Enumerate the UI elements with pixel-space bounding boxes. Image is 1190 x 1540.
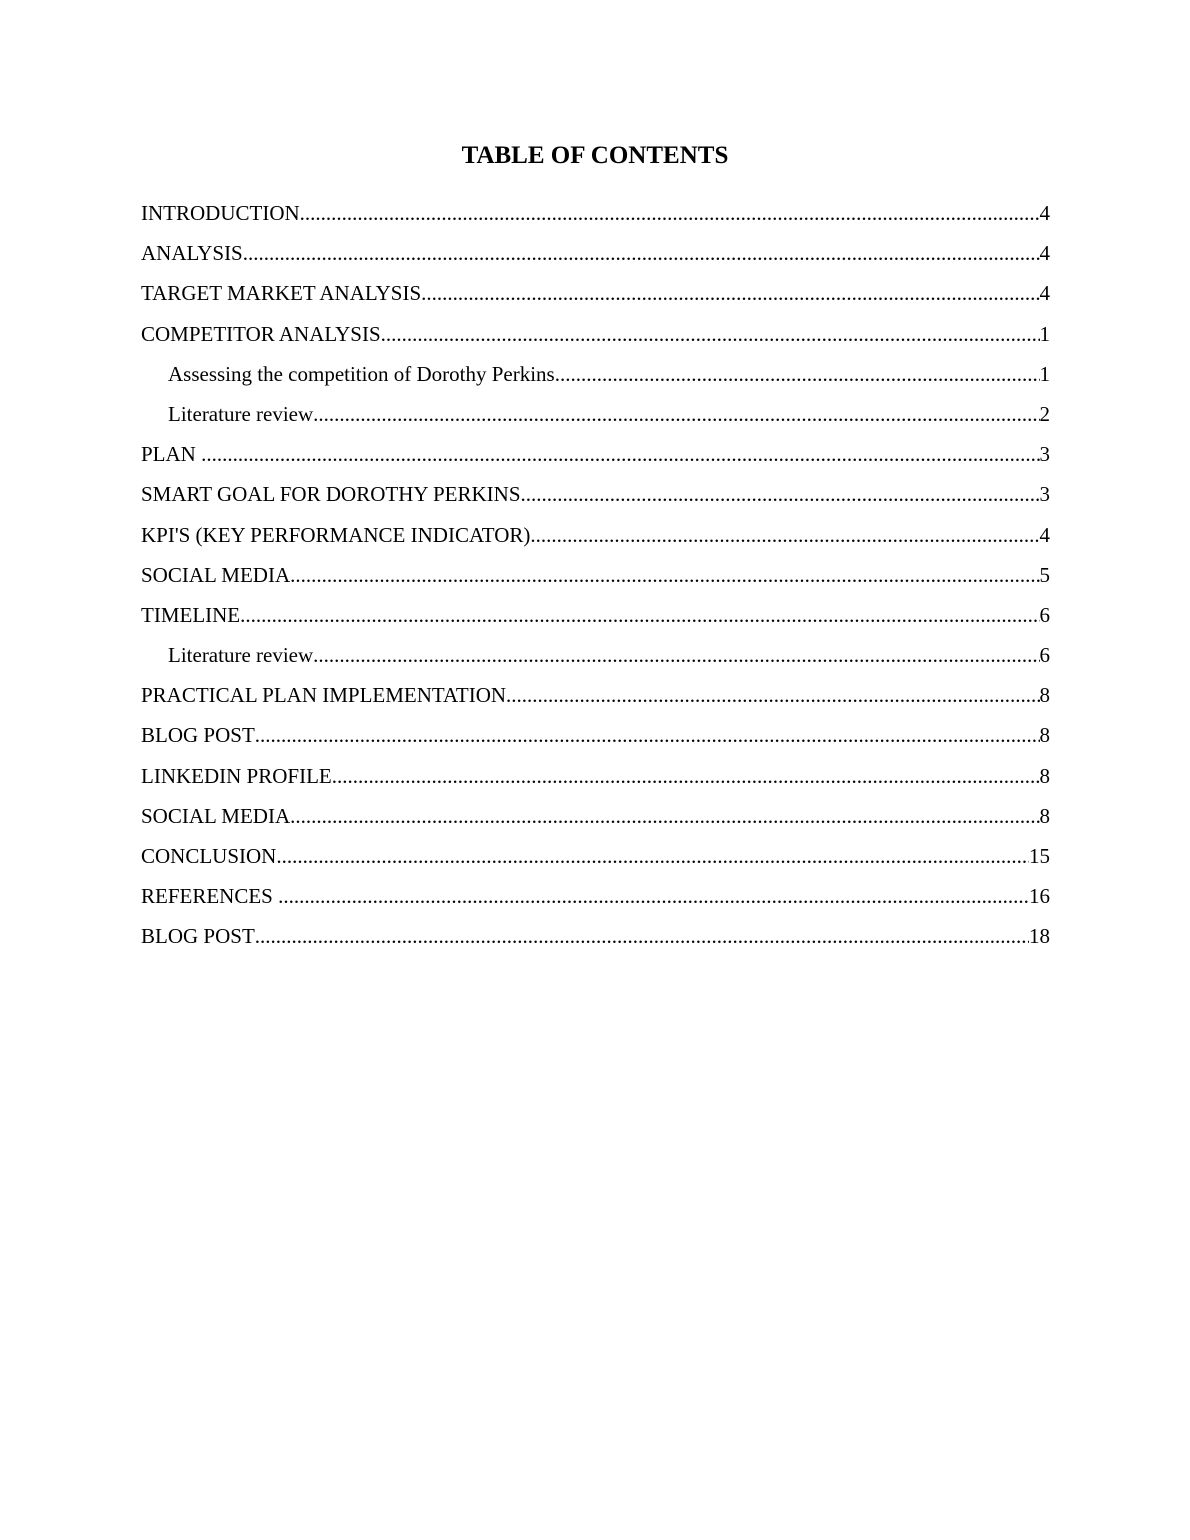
toc-dot-leader (290, 560, 1039, 590)
toc-entry-page: 1 (1039, 361, 1050, 386)
toc-entry-references[interactable] (141, 881, 1050, 921)
toc-entry-page: 4 (1039, 201, 1050, 225)
toc-entry-page: 4 (1039, 241, 1050, 266)
toc-entry-page: 4 (1039, 281, 1050, 306)
toc-entry-label: COMPETITOR ANALYSIS (141, 321, 381, 346)
toc-dot-leader (313, 399, 1039, 429)
toc-entry-social-media-2[interactable] (141, 801, 1050, 841)
toc-entry-literature-review[interactable] (141, 399, 1050, 439)
toc-entry-page: 16 (1029, 884, 1050, 909)
toc-entry-label: BLOG POST (141, 723, 255, 748)
toc-entry-page: 8 (1039, 723, 1050, 748)
toc-dot-leader (278, 881, 1029, 911)
toc-dot-leader (201, 439, 1039, 469)
toc-entry-label: BLOG POST (141, 924, 255, 949)
toc-dot-leader (530, 520, 1039, 550)
toc-entry-social-media[interactable] (141, 560, 1050, 600)
toc-entry-blog-post-2[interactable] (141, 921, 1050, 961)
toc-dot-leader (521, 479, 1040, 509)
toc-dot-leader (300, 198, 1040, 228)
toc-entry-label: PLAN (141, 442, 202, 467)
toc-entry-page: 2 (1039, 401, 1050, 426)
toc-entry-label: CONCLUSION (141, 844, 277, 868)
toc-entry-page: 3 (1039, 482, 1050, 507)
toc-entry-conclusion[interactable] (141, 841, 1050, 881)
toc-entry-label: ANALYSIS (141, 241, 243, 266)
toc-entry-linkedin-profile[interactable] (141, 761, 1050, 801)
toc-entry-label: KPI'S (KEY PERFORMANCE INDICATOR) (141, 522, 531, 547)
toc-entry-analysis[interactable] (141, 238, 1050, 278)
toc-entry-page: 6 (1039, 602, 1050, 627)
toc-entry-page: 18 (1029, 924, 1050, 949)
toc-dot-leader (421, 278, 1039, 308)
toc-entry-label: SMART GOAL FOR DOROTHY PERKINS (141, 482, 521, 507)
toc-entry-page: 4 (1039, 522, 1050, 547)
toc-entry-page: 1 (1039, 321, 1050, 346)
toc-entry-introduction[interactable] (141, 198, 1050, 238)
toc-entry-smart-goal[interactable] (141, 479, 1050, 519)
toc-entry-label: TARGET MARKET ANALYSIS (141, 281, 422, 306)
toc-entry-page: 8 (1039, 803, 1050, 828)
toc-entry-label: PRACTICAL PLAN IMPLEMENTATION (141, 683, 507, 708)
toc-dot-leader (506, 680, 1039, 710)
toc-dot-leader (332, 761, 1040, 791)
toc-entry-page: 6 (1039, 643, 1050, 668)
toc-entry-label: REFERENCES (141, 884, 279, 909)
toc-entry-page: 8 (1039, 763, 1050, 788)
toc-entry-label: SOCIAL MEDIA (141, 562, 291, 587)
toc-entry-label: TIMELINE (141, 602, 241, 627)
toc-dot-leader (255, 921, 1029, 951)
toc-entry-kpis[interactable] (141, 520, 1050, 560)
toc-list (141, 198, 1050, 962)
toc-entry-plan[interactable] (141, 439, 1050, 479)
toc-entry-blog-post[interactable] (141, 720, 1050, 760)
toc-dot-leader (381, 319, 1040, 349)
toc-dot-leader (276, 841, 1029, 871)
toc-entry-page: 3 (1039, 442, 1050, 467)
toc-entry-page: 5 (1039, 562, 1050, 587)
toc-entry-assessing-competition[interactable] (141, 359, 1050, 399)
toc-dot-leader (313, 640, 1039, 670)
toc-dot-leader (243, 238, 1040, 268)
toc-entry-target-market-analysis[interactable] (141, 278, 1050, 318)
toc-dot-leader (555, 359, 1040, 389)
toc-entry-page: 8 (1039, 683, 1050, 708)
toc-dot-leader (290, 801, 1039, 831)
toc-entry-label: LINKEDIN PROFILE (141, 763, 332, 788)
toc-entry-literature-review-2[interactable] (141, 640, 1050, 680)
toc-entry-competitor-analysis[interactable] (141, 319, 1050, 359)
toc-title: TABLE OF CONTENTS (461, 142, 729, 169)
toc-entry-label: SOCIAL MEDIA (141, 803, 291, 828)
toc-entry-timeline[interactable] (141, 600, 1050, 640)
toc-entry-practical-plan[interactable] (141, 680, 1050, 720)
toc-entry-label: Assessing the competition of Dorothy Perkins (168, 361, 555, 386)
toc-entry-label: Literature review (168, 643, 314, 668)
toc-entry-page: 15 (1029, 844, 1050, 868)
toc-dot-leader (240, 600, 1039, 630)
toc-entry-label: Literature review (168, 401, 314, 426)
toc-dot-leader (255, 720, 1040, 750)
toc-entry-label: INTRODUCTION (141, 201, 300, 225)
